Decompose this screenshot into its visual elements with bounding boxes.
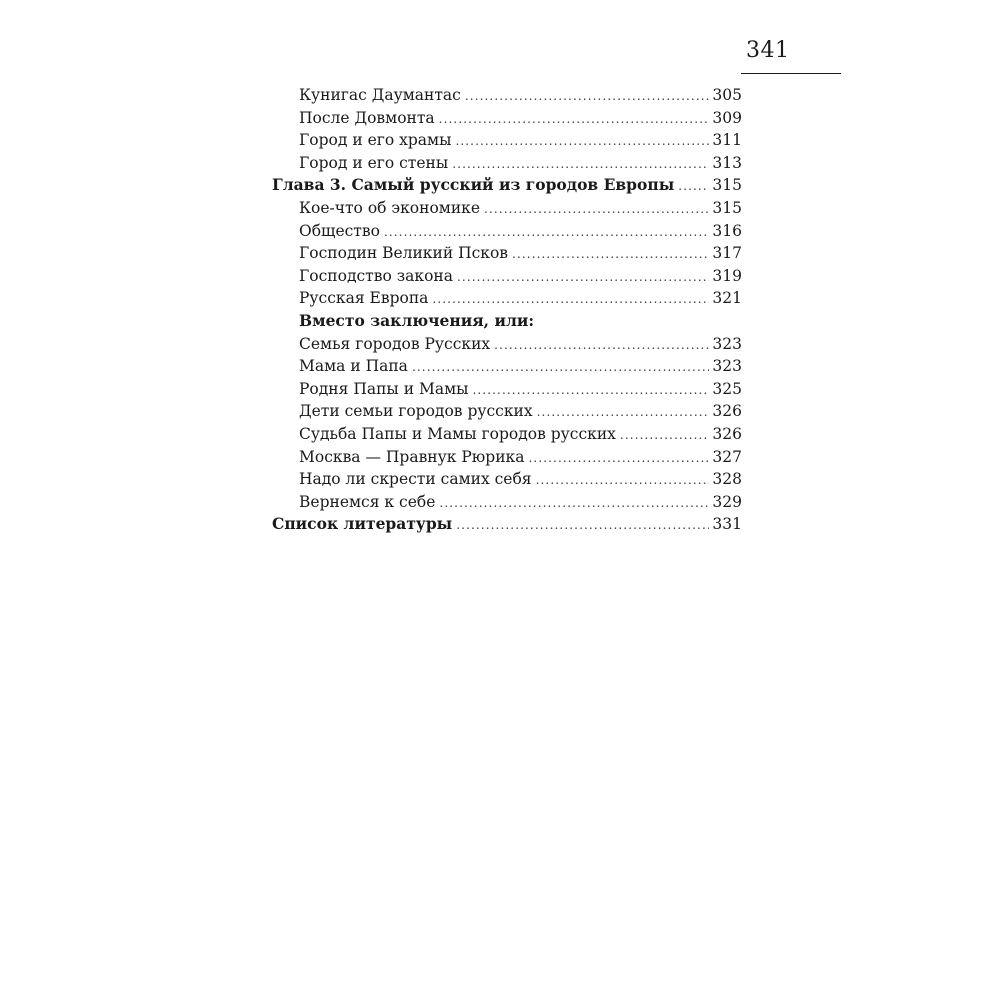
toc-entry-page: 305 bbox=[712, 86, 742, 104]
toc-entry-title: Общество bbox=[299, 221, 380, 240]
toc-entry bbox=[272, 220, 742, 243]
toc-leader-dots bbox=[432, 288, 709, 311]
toc-leader-dots bbox=[465, 85, 710, 108]
toc-leader-dots bbox=[452, 153, 709, 176]
toc-entry bbox=[272, 287, 742, 310]
toc-entry-page: 327 bbox=[712, 447, 742, 466]
toc-leader-dots bbox=[457, 266, 709, 289]
toc-entry-page: 319 bbox=[712, 266, 742, 285]
toc-entry bbox=[272, 491, 742, 514]
toc-entry bbox=[272, 197, 742, 220]
toc-leader-dots bbox=[512, 243, 709, 266]
toc-leader-dots bbox=[494, 334, 709, 357]
toc-entry-title: Семья городов Русских bbox=[299, 334, 491, 353]
toc-entry-page: 313 bbox=[712, 153, 742, 172]
toc-entry bbox=[272, 107, 742, 130]
toc-entry-title: Господство закона bbox=[299, 266, 454, 285]
toc-entry bbox=[272, 400, 742, 423]
toc-entry-page: 311 bbox=[712, 131, 742, 150]
toc-entry-page: 326 bbox=[712, 424, 742, 443]
toc-chapter-entry bbox=[272, 174, 742, 197]
toc-leader-dots bbox=[484, 198, 709, 221]
toc-entry bbox=[272, 378, 742, 401]
toc-entry-page: 323 bbox=[712, 357, 742, 376]
toc-entry-title: Город и его стены bbox=[299, 153, 449, 172]
toc-leader-dots bbox=[620, 424, 710, 447]
toc-entry-title: Москва — Правнук Рюрика bbox=[299, 447, 525, 466]
toc-entry bbox=[272, 84, 742, 107]
toc-leader-dots bbox=[439, 492, 709, 515]
toc-entry bbox=[272, 446, 742, 469]
toc-section-heading bbox=[272, 310, 742, 333]
page-number: 341 bbox=[746, 38, 790, 63]
toc-entry-title: После Довмонта bbox=[299, 108, 435, 127]
table-of-contents bbox=[272, 84, 742, 536]
toc-entry-page: 309 bbox=[712, 108, 742, 127]
toc-leader-dots bbox=[472, 379, 709, 402]
toc-entry bbox=[272, 468, 742, 491]
toc-entry bbox=[272, 333, 742, 356]
header-rule bbox=[741, 73, 841, 74]
toc-entry-page: 325 bbox=[712, 379, 742, 398]
toc-entry bbox=[272, 423, 742, 446]
toc-leader-dots bbox=[455, 130, 709, 153]
toc-entry-page: 329 bbox=[712, 492, 742, 511]
toc-entry-title: Глава 3. Самый русский из городов Европы bbox=[272, 175, 675, 195]
toc-entry bbox=[272, 152, 742, 175]
toc-leader-dots bbox=[384, 221, 709, 244]
toc-entry-page: 317 bbox=[712, 244, 742, 263]
toc-entry-title: Кунигас Даумантас bbox=[299, 86, 461, 104]
toc-entry-page: 321 bbox=[712, 289, 742, 308]
toc-entry bbox=[272, 265, 742, 288]
toc-entry-title: Вместо заключения, или: bbox=[299, 310, 535, 330]
toc-entry-title: Судьба Папы и Мамы городов русских bbox=[299, 424, 616, 443]
toc-entry-title: Город и его храмы bbox=[299, 131, 452, 150]
toc-entry-title: Дети семьи городов русских bbox=[299, 402, 533, 421]
toc-entry-page: 328 bbox=[712, 470, 742, 489]
toc-leader-dots bbox=[678, 175, 709, 198]
toc-leader-dots bbox=[439, 108, 710, 131]
toc-entry-page: 315 bbox=[712, 198, 742, 217]
toc-entry-title: Вернемся к себе bbox=[299, 492, 436, 511]
toc-entry-title: Кое-что об экономике bbox=[299, 198, 481, 217]
toc-leader-dots bbox=[456, 514, 709, 537]
toc-leader-dots bbox=[537, 401, 710, 424]
toc-entry-title: Мама и Папа bbox=[299, 357, 408, 376]
toc-entry-page: 316 bbox=[712, 221, 742, 240]
toc-entry bbox=[272, 129, 742, 152]
toc-entry-title: Родня Папы и Мамы bbox=[299, 379, 469, 398]
toc-entry-page: 315 bbox=[712, 176, 742, 195]
toc-entry-page: 323 bbox=[712, 334, 742, 353]
toc-entry-page: 326 bbox=[712, 402, 742, 421]
toc-entry-title: Надо ли скрести самих себя bbox=[299, 470, 532, 489]
toc-entry bbox=[272, 242, 742, 265]
toc-entry-title: Русская Европа bbox=[299, 289, 429, 308]
toc-leader-dots bbox=[536, 469, 710, 492]
toc-entry-title: Господин Великий Псков bbox=[299, 244, 509, 263]
toc-leader-dots bbox=[528, 447, 709, 470]
toc-chapter-entry bbox=[272, 513, 742, 536]
toc-entry-page: 331 bbox=[712, 515, 742, 534]
toc-entry-title: Список литературы bbox=[272, 514, 453, 534]
toc-entry bbox=[272, 355, 742, 378]
toc-leader-dots bbox=[412, 356, 709, 379]
